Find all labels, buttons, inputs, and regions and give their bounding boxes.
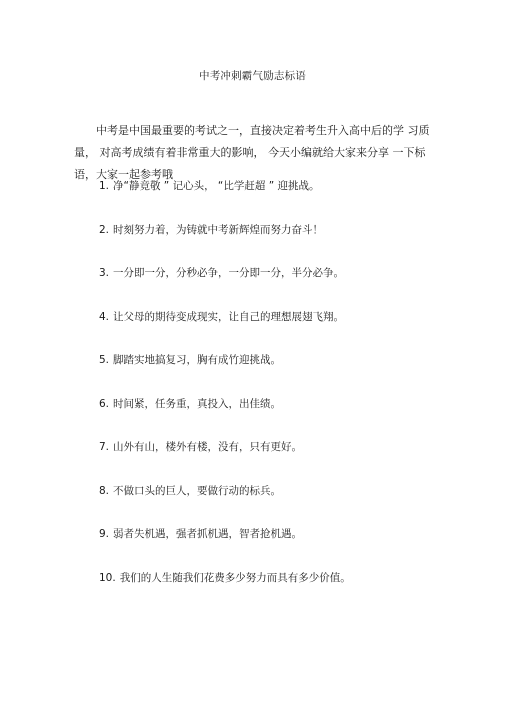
slogan-number: 7. (99, 441, 110, 453)
slogan-text: 脚踏实地搞复习，胸有成竹迎挑战。 (113, 354, 282, 366)
slogan-text: 我们的人生随我们花费多少努力而具有多少价值。 (119, 571, 351, 584)
slogan-item (99, 222, 439, 266)
slogan-text: 时间紧，任务重，真投入，出佳绩。 (113, 397, 282, 410)
slogan-item (99, 396, 439, 440)
document-title: 中考冲刺霸气励志标语 (199, 70, 306, 82)
slogan-number: 10. (99, 571, 116, 584)
slogan-number: 4. (99, 310, 110, 323)
slogan-number: 1. (99, 180, 110, 192)
slogan-item (99, 439, 439, 483)
slogan-number: 9. (99, 528, 110, 540)
slogan-item (99, 352, 439, 396)
slogan-number: 5. (99, 354, 110, 366)
slogan-item (99, 178, 439, 222)
slogan-text: 一分即一分，分秒必争，一分即一分，半分必争。 (113, 267, 345, 279)
slogan-text: 时刻努力着，为铸就中考新辉煌而努力奋斗！ (113, 223, 324, 236)
slogan-list (99, 178, 439, 613)
slogan-number: 6. (99, 397, 110, 410)
intro-paragraph (74, 120, 434, 186)
slogan-item (99, 526, 439, 570)
slogan-item (99, 570, 439, 614)
slogan-text: 净“静竟敬 ” 记心头， “比学赶超 ” 迎挑战。 (113, 180, 320, 192)
slogan-number: 3. (99, 267, 110, 279)
slogan-text: 不做口头的巨人，要做行动的标兵。 (113, 484, 282, 497)
slogan-item (99, 265, 439, 309)
intro-text: 中考是中国最重要的考试之一，直接决定着考生升入高中后的学 习质量， 对高考成绩有着非常重大的影响， 今天小编就给大家来分享 一下标语，大家一起参考哦 (74, 124, 430, 181)
slogan-text: 弱者失机遇，强者抓机遇，智者抢机遇。 (113, 528, 303, 540)
slogan-item (99, 309, 439, 353)
slogan-number: 8. (99, 484, 110, 497)
slogan-number: 2. (99, 223, 110, 236)
slogan-item (99, 483, 439, 527)
slogan-text: 山外有山，楼外有楼，没有，只有更好。 (113, 441, 303, 453)
slogan-text: 让父母的期待变成现实，让自己的理想展翅飞翔。 (113, 310, 345, 323)
